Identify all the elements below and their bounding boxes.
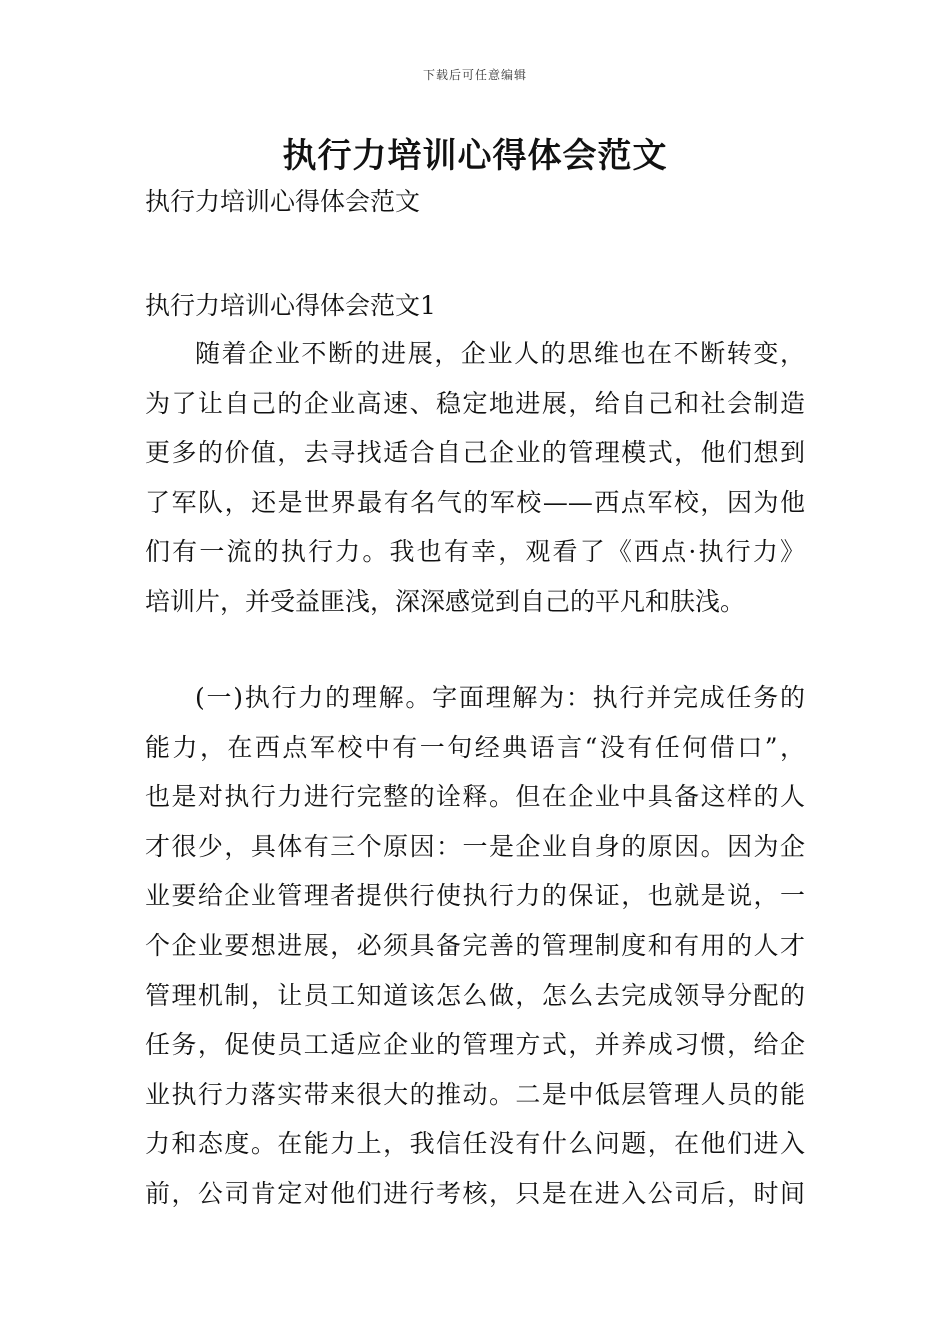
paragraph-line: 业要给企业管理者提供行使执行力的保证，也就是说，一 xyxy=(145,881,805,911)
section-heading: 执行力培训心得体会范文1 xyxy=(145,291,436,320)
paragraph-line: 力和态度。在能力上，我信任没有什么问题，在他们进入 xyxy=(145,1129,805,1159)
paragraph-line: 也是对执行力进行完整的诠释。但在企业中具备这样的人 xyxy=(145,782,805,812)
paragraph-line: 任务，促使员工适应企业的管理方式，并养成习惯，给企 xyxy=(145,1030,805,1060)
paragraph-line: (一)执行力的理解。字面理解为：执行并完成任务的 xyxy=(195,683,805,712)
paragraph-line: 能力，在西点军校中有一句经典语言“没有任何借口”， xyxy=(145,732,805,762)
paragraph-line: 培训片，并受益匪浅，深深感觉到自己的平凡和肤浅。 xyxy=(145,586,746,616)
paragraph-2 xyxy=(145,673,805,1219)
paragraph-line: 了军队，还是世界最有名气的军校——西点军校，因为他 xyxy=(145,487,805,517)
paragraph-line: 业执行力落实带来很大的推动。二是中低层管理人员的能 xyxy=(145,1079,805,1109)
paragraph-1 xyxy=(145,329,805,627)
paragraph-line: 们有一流的执行力。我也有幸，观看了《西点·执行力》 xyxy=(145,537,805,567)
paragraph-line: 为了让自己的企业高速、稳定地进展，给自己和社会制造 xyxy=(145,388,805,418)
paragraph-line: 随着企业不断的进展，企业人的思维也在不断转变， xyxy=(195,339,805,368)
paragraph-line: 更多的价值，去寻找适合自己企业的管理模式，他们想到 xyxy=(145,438,805,468)
paragraph-line: 个企业要想进展，必须具备完善的管理制度和有用的人才 xyxy=(145,930,805,960)
document-subtitle: 执行力培训心得体会范文 xyxy=(145,187,421,216)
paragraph-line: 管理机制，让员工知道该怎么做，怎么去完成领导分配的 xyxy=(145,980,805,1010)
document-title: 执行力培训心得体会范文 xyxy=(282,136,668,176)
paragraph-line: 前，公司肯定对他们进行考核，只是在进入公司后，时间 xyxy=(145,1178,805,1208)
paragraph-line: 才很少，具体有三个原因：一是企业自身的原因。因为企 xyxy=(145,831,805,861)
header-note: 下载后可任意编辑 xyxy=(422,68,527,82)
